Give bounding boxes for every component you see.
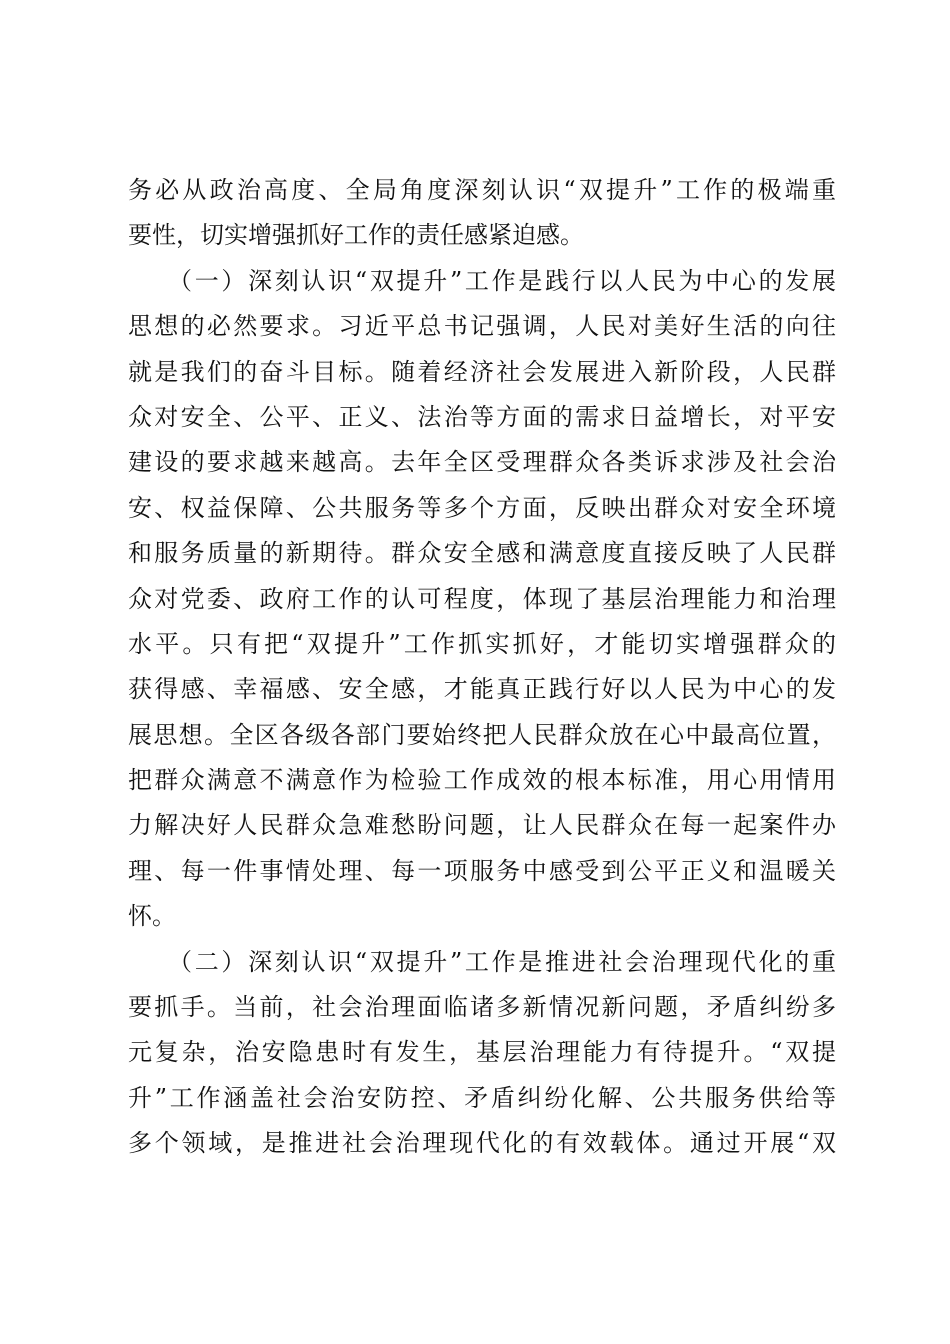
section-heading-line: （一）深刻认识“双提升”工作是践行以人民为中心的发展 — [168, 266, 836, 295]
text-line: 建设的要求越来越高。去年全区受理群众各类诉求涉及社会治 — [128, 448, 836, 477]
text-line: 水平。只有把“双提升”工作抓实抓好，才能切实增强群众的 — [128, 629, 836, 658]
section-heading-line: （二）深刻认识“双提升”工作是推进社会治理现代化的重 — [168, 947, 836, 976]
paragraph-intro-continuation — [128, 168, 836, 259]
text-line: 务必从政治高度、全局角度深刻认识“双提升”工作的极端重 — [128, 176, 836, 204]
text-line: 怀。 — [128, 902, 176, 931]
text-line: 安、权益保障、公共服务等多个方面，反映出群众对安全环境 — [128, 493, 836, 522]
text-line: 把群众满意不满意作为检验工作成效的根本标准，用心用情用 — [128, 766, 836, 795]
text-line: 升”工作涵盖社会治安防控、矛盾纠纷化解、公共服务供给等 — [128, 1083, 836, 1112]
document-body — [128, 168, 836, 1167]
paragraph-section-2 — [128, 940, 836, 1167]
text-line: 思想的必然要求。习近平总书记强调，人民对美好生活的向往 — [128, 312, 836, 341]
text-line: 众对安全、公平、正义、法治等方面的需求日益增长，对平安 — [128, 402, 836, 431]
text-line: 展思想。全区各级各部门要始终把人民群众放在心中最高位置， — [128, 720, 836, 749]
text-line: 要性，切实增强抓好工作的责任感紧迫感。 — [128, 221, 584, 250]
text-line: 多个领域，是推进社会治理现代化的有效载体。通过开展“双 — [128, 1129, 836, 1158]
text-line: 就是我们的奋斗目标。随着经济社会发展进入新阶段，人民群 — [128, 357, 836, 386]
text-line: 获得感、幸福感、安全感，才能真正践行好以人民为中心的发 — [128, 675, 836, 704]
text-line: 力解决好人民群众急难愁盼问题，让人民群众在每一起案件办 — [128, 811, 836, 840]
paragraph-section-1 — [128, 259, 836, 940]
text-line: 理、每一件事情处理、每一项服务中感受到公平正义和温暖关 — [128, 856, 836, 885]
text-line: 元复杂，治安隐患时有发生，基层治理能力有待提升。“双提 — [128, 1038, 836, 1067]
text-line: 和服务质量的新期待。群众安全感和满意度直接反映了人民群 — [128, 539, 836, 568]
text-line: 众对党委、政府工作的认可程度，体现了基层治理能力和治理 — [128, 584, 836, 613]
text-line: 要抓手。当前，社会治理面临诸多新情况新问题，矛盾纠纷多 — [128, 993, 836, 1022]
